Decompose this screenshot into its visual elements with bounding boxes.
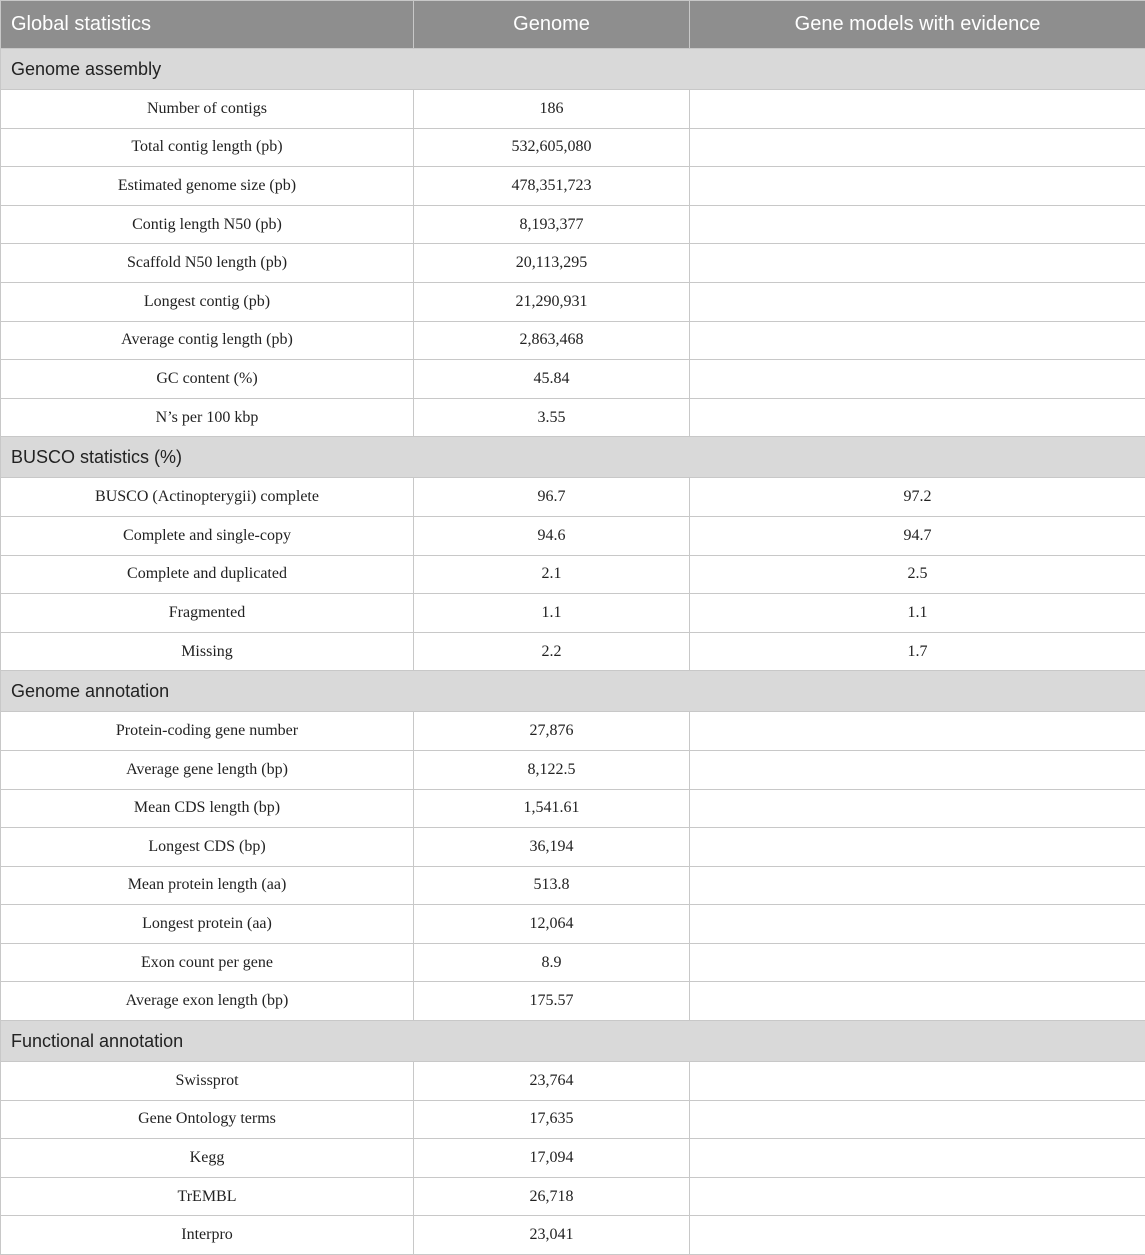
row-label: TrEMBL [1, 1177, 414, 1216]
row-label: Complete and duplicated [1, 555, 414, 594]
gene-models-value [690, 1216, 1145, 1255]
table-row [1, 1139, 1145, 1178]
table-row [1, 360, 1145, 399]
genome-value: 12,064 [414, 905, 690, 944]
genome-value: 8.9 [414, 943, 690, 982]
gene-models-value [690, 943, 1145, 982]
table-row [1, 789, 1145, 828]
genome-value: 1.1 [414, 594, 690, 633]
table-row [1, 750, 1145, 789]
table-row [1, 1216, 1145, 1255]
gene-models-value [690, 205, 1145, 244]
section-genome-annotation [1, 671, 1145, 1021]
genome-value: 1,541.61 [414, 789, 690, 828]
table-row [1, 632, 1145, 671]
section-busco-statistics [1, 437, 1145, 671]
header-row [1, 1, 1145, 49]
table-row [1, 321, 1145, 360]
table-row [1, 866, 1145, 905]
genome-value: 17,094 [414, 1139, 690, 1178]
row-label: Longest contig (pb) [1, 282, 414, 321]
genome-value: 23,041 [414, 1216, 690, 1255]
section-title: Functional annotation [1, 1021, 1145, 1062]
gene-models-value [690, 750, 1145, 789]
gene-models-value: 94.7 [690, 516, 1145, 555]
row-label: Scaffold N50 length (pb) [1, 244, 414, 283]
row-label: Exon count per gene [1, 943, 414, 982]
table-row [1, 712, 1145, 751]
gene-models-value [690, 982, 1145, 1021]
section-title: BUSCO statistics (%) [1, 437, 1145, 478]
gene-models-value [690, 167, 1145, 206]
genome-value: 23,764 [414, 1062, 690, 1101]
row-label: Number of contigs [1, 90, 414, 129]
gene-models-value: 1.1 [690, 594, 1145, 633]
genome-value: 45.84 [414, 360, 690, 399]
row-label: Gene Ontology terms [1, 1100, 414, 1139]
gene-models-value: 2.5 [690, 555, 1145, 594]
genome-value: 8,193,377 [414, 205, 690, 244]
table-row [1, 555, 1145, 594]
row-label: N’s per 100 kbp [1, 398, 414, 437]
genome-value: 94.6 [414, 516, 690, 555]
genome-value: 20,113,295 [414, 244, 690, 283]
table-row [1, 398, 1145, 437]
table-row [1, 244, 1145, 283]
table-row [1, 1177, 1145, 1216]
gene-models-value [690, 905, 1145, 944]
gene-models-value [690, 244, 1145, 283]
row-label: GC content (%) [1, 360, 414, 399]
genome-value: 2.2 [414, 632, 690, 671]
header-gene-models: Gene models with evidence [690, 1, 1145, 49]
row-label: Contig length N50 (pb) [1, 205, 414, 244]
gene-models-value [690, 128, 1145, 167]
genome-value: 186 [414, 90, 690, 129]
genome-value: 532,605,080 [414, 128, 690, 167]
gene-models-value [690, 321, 1145, 360]
gene-models-value [690, 712, 1145, 751]
gene-models-value [690, 360, 1145, 399]
genome-value: 26,718 [414, 1177, 690, 1216]
genome-value: 36,194 [414, 828, 690, 867]
genome-value: 96.7 [414, 478, 690, 517]
genome-value: 2.1 [414, 555, 690, 594]
table-row [1, 90, 1145, 129]
section-functional-annotation [1, 1021, 1145, 1255]
header-global-statistics: Global statistics [1, 1, 414, 49]
genome-value: 17,635 [414, 1100, 690, 1139]
table-row [1, 594, 1145, 633]
table-row [1, 128, 1145, 167]
gene-models-value [690, 789, 1145, 828]
row-label: Total contig length (pb) [1, 128, 414, 167]
row-label: Interpro [1, 1216, 414, 1255]
table-row [1, 828, 1145, 867]
gene-models-value [690, 282, 1145, 321]
table-row [1, 943, 1145, 982]
genome-value: 27,876 [414, 712, 690, 751]
table-row [1, 905, 1145, 944]
gene-models-value [690, 1177, 1145, 1216]
row-label: Longest protein (aa) [1, 905, 414, 944]
genome-value: 2,863,468 [414, 321, 690, 360]
row-label: Mean CDS length (bp) [1, 789, 414, 828]
row-label: Swissprot [1, 1062, 414, 1101]
table-row [1, 516, 1145, 555]
genome-value: 21,290,931 [414, 282, 690, 321]
genome-value: 175.57 [414, 982, 690, 1021]
row-label: Missing [1, 632, 414, 671]
gene-models-value [690, 828, 1145, 867]
gene-models-value [690, 1100, 1145, 1139]
section-title: Genome annotation [1, 671, 1145, 712]
table-row [1, 1100, 1145, 1139]
row-label: Average contig length (pb) [1, 321, 414, 360]
genome-value: 3.55 [414, 398, 690, 437]
row-label: Average gene length (bp) [1, 750, 414, 789]
row-label: Mean protein length (aa) [1, 866, 414, 905]
gene-models-value: 1.7 [690, 632, 1145, 671]
table-row [1, 982, 1145, 1021]
row-label: Protein-coding gene number [1, 712, 414, 751]
row-label: Fragmented [1, 594, 414, 633]
gene-models-value [690, 398, 1145, 437]
genome-value: 8,122.5 [414, 750, 690, 789]
table-row [1, 1062, 1145, 1101]
row-label: Complete and single-copy [1, 516, 414, 555]
table-row [1, 478, 1145, 517]
row-label: Longest CDS (bp) [1, 828, 414, 867]
gene-models-value [690, 1062, 1145, 1101]
row-label: BUSCO (Actinopterygii) complete [1, 478, 414, 517]
genome-value: 513.8 [414, 866, 690, 905]
row-label: Estimated genome size (pb) [1, 167, 414, 206]
row-label: Average exon length (bp) [1, 982, 414, 1021]
gene-models-value: 97.2 [690, 478, 1145, 517]
header-genome: Genome [414, 1, 690, 49]
genome-value: 478,351,723 [414, 167, 690, 206]
table-row [1, 205, 1145, 244]
row-label: Kegg [1, 1139, 414, 1178]
table-row [1, 282, 1145, 321]
section-title: Genome assembly [1, 49, 1145, 90]
gene-models-value [690, 90, 1145, 129]
section-genome-assembly [1, 49, 1145, 437]
gene-models-value [690, 1139, 1145, 1178]
table-row [1, 167, 1145, 206]
gene-models-value [690, 866, 1145, 905]
